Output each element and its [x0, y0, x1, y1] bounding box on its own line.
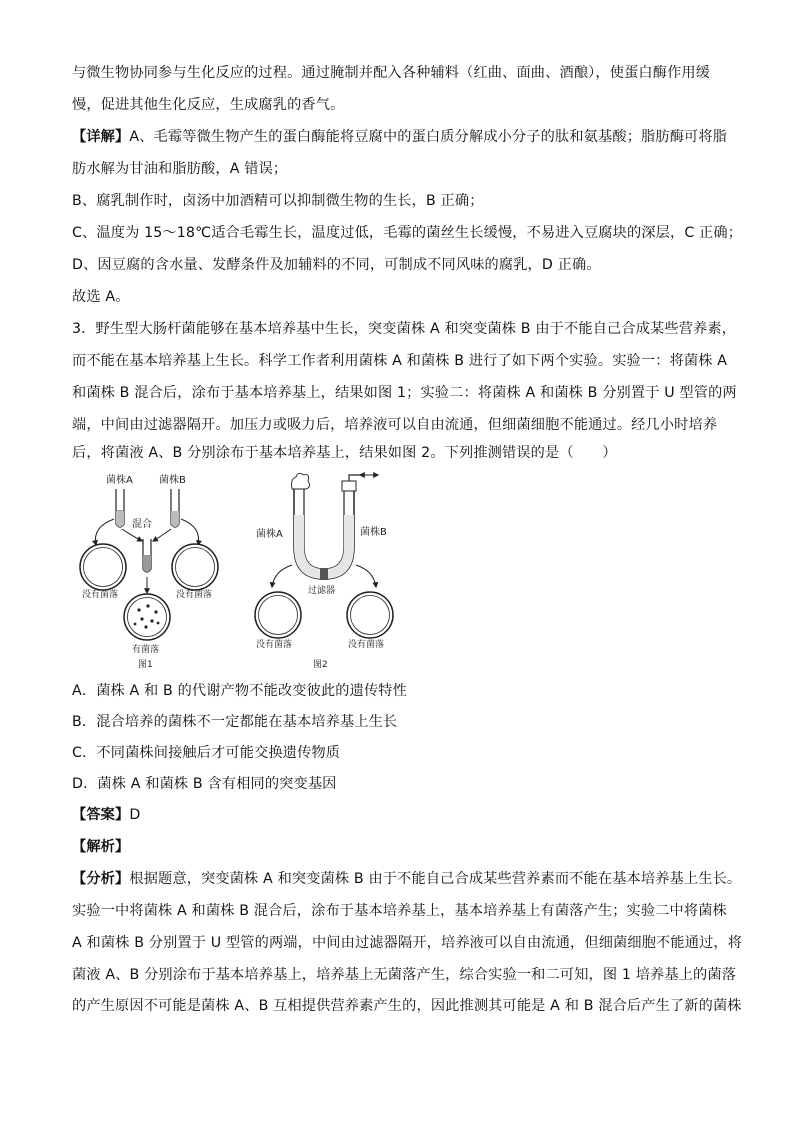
- fig1-label-mix: 混合: [132, 519, 152, 530]
- fig2-filter: [320, 568, 328, 580]
- answer-tag: 【答案】: [72, 807, 130, 823]
- fig2-label-filter: 过滤器: [308, 586, 336, 596]
- text-line: B、腐乳制作时，卤汤中加酒精可以抑制微生物的生长，B 正确；: [72, 193, 484, 209]
- fig1-plate-left: [80, 544, 126, 590]
- analysis-line: 的产生原因不可能是菌株 A、B 互相提供营养素产生的，因此推测其可能是 A 和 B 混合后产生了新的菌株: [72, 998, 742, 1014]
- answer-value: D: [129, 807, 141, 823]
- text-line: 肪水解为甘油和脂肪酸，A 错误；: [72, 161, 288, 177]
- question-line: 3．野生型大肠杆菌能够在基本培养基中生长，突变菌株 A 和突变菌株 B 由于不能自己合成某些营养素，: [72, 321, 737, 337]
- text-line: D、因豆腐的含水量、发酵条件及加辅料的不同，可制成不同风味的腐乳，D 正确。: [72, 257, 601, 273]
- option-d: D．菌株 A 和菌株 B 含有相同的突变基因: [72, 776, 337, 792]
- experiment-figure: [72, 467, 412, 677]
- analysis-line: 实验一中将菌株 A 和菌株 B 混合后，涂布于基本培养基上，基本培养基上有菌落产生；实验二中将菌株: [72, 903, 727, 919]
- option-a: A．菌株 A 和 B 的代谢产物不能改变彼此的遗传特性: [72, 683, 407, 699]
- analysis-text: 根据题意，突变菌株 A 和突变菌株 B 由于不能自己合成某些营养素而不能在基本培养基上生长。: [129, 871, 742, 887]
- option-b: B．混合培养的菌株不一定都能在基本培养基上生长: [72, 714, 398, 730]
- question-line: 后，将菌液 A、B 分别涂布于基本培养基上，结果如图 2。下列推测错误的是（ ）: [72, 445, 617, 461]
- question-line: 端，中间由过滤器隔开。加压力或吸力后，培养液可以自由流通，但细菌细胞不能通过。经几小时培养: [72, 417, 718, 433]
- detail-text: A、毛霉等微生物产生的蛋白酶能将豆腐中的蛋白质分解成小分子的肽和氨基酸；脂肪酶可将脂: [129, 129, 728, 145]
- detail-line: [72, 127, 727, 147]
- question-line: 和菌株 B 混合后，涂布于基本培养基上，结果如图 1；实验二：将菌株 A 和菌株 B 分别置于 U 型管的两: [72, 385, 737, 401]
- text-line: 慢，促进其他生化反应，生成腐乳的香气。: [72, 97, 345, 113]
- detail-tag: 【详解】: [72, 129, 130, 145]
- fig2-cotton-plug: [292, 473, 310, 489]
- text-line: C、温度为 15～18℃适合毛霉生长，温度过低，毛霉的菌丝生长缓慢，不易进入豆腐块的深层，C 正确；: [72, 225, 743, 241]
- text-line: 故选 A。: [72, 289, 130, 305]
- fig2-label-none-right: 没有菌落: [348, 640, 385, 650]
- fig1-plate-mixed: [124, 594, 170, 640]
- fig1-arrow-b: [181, 519, 199, 545]
- fig1-label-has: 有菌落: [132, 645, 160, 655]
- fig1-label-none-left: 没有菌落: [82, 590, 119, 600]
- analysis-tag: 【解析】: [72, 839, 130, 855]
- fig1-label-none-right: 没有菌落: [176, 590, 213, 600]
- fig1-label-strain-a: 菌株A: [106, 475, 133, 486]
- fig2-caption: 图2: [313, 660, 328, 670]
- figure-2: [255, 473, 393, 670]
- fig2-plate-left: [255, 592, 301, 638]
- experiment-diagram: [72, 467, 412, 677]
- fig1-label-strain-b: 菌株B: [159, 475, 186, 486]
- fig1-arrow-a: [95, 519, 114, 545]
- analysis-line: 菌液 A、B 分别涂布于基本培养基上，培养基上无菌落产生，综合实验一和二可知，图 1 培养基上的菌落: [72, 967, 737, 983]
- fig2-label-strain-b: 菌株B: [360, 527, 387, 538]
- figure-1: [80, 473, 218, 670]
- option-c: C．不同菌株间接触后才可能交换遗传物质: [72, 745, 341, 761]
- analysis-line: A 和菌株 B 分别置于 U 型管的两端，中间由过滤器隔开，培养液可以自由流通，但细菌细胞不能通过，将: [72, 935, 743, 951]
- fig2-label-none-left: 没有菌落: [256, 640, 293, 650]
- fig1-plate-right: [172, 544, 218, 590]
- analysis-line: [72, 869, 742, 889]
- fig2-label-strain-a: 菌株A: [256, 529, 283, 540]
- fig2-plate-right: [347, 592, 393, 638]
- question-line: 而不能在基本培养基上生长。科学工作者利用菌株 A 和菌株 B 进行了如下两个实验。实验一：将菌株 A: [72, 353, 728, 369]
- text-line: 与微生物协同参与生化反应的过程。通过腌制并配入各种辅料（红曲、面曲、酒酿），使蛋白酶作用缓: [72, 65, 711, 81]
- analysis-fx-tag: 【分析】: [72, 871, 130, 887]
- fig1-caption: 图1: [138, 660, 153, 670]
- answer-line: [72, 805, 727, 825]
